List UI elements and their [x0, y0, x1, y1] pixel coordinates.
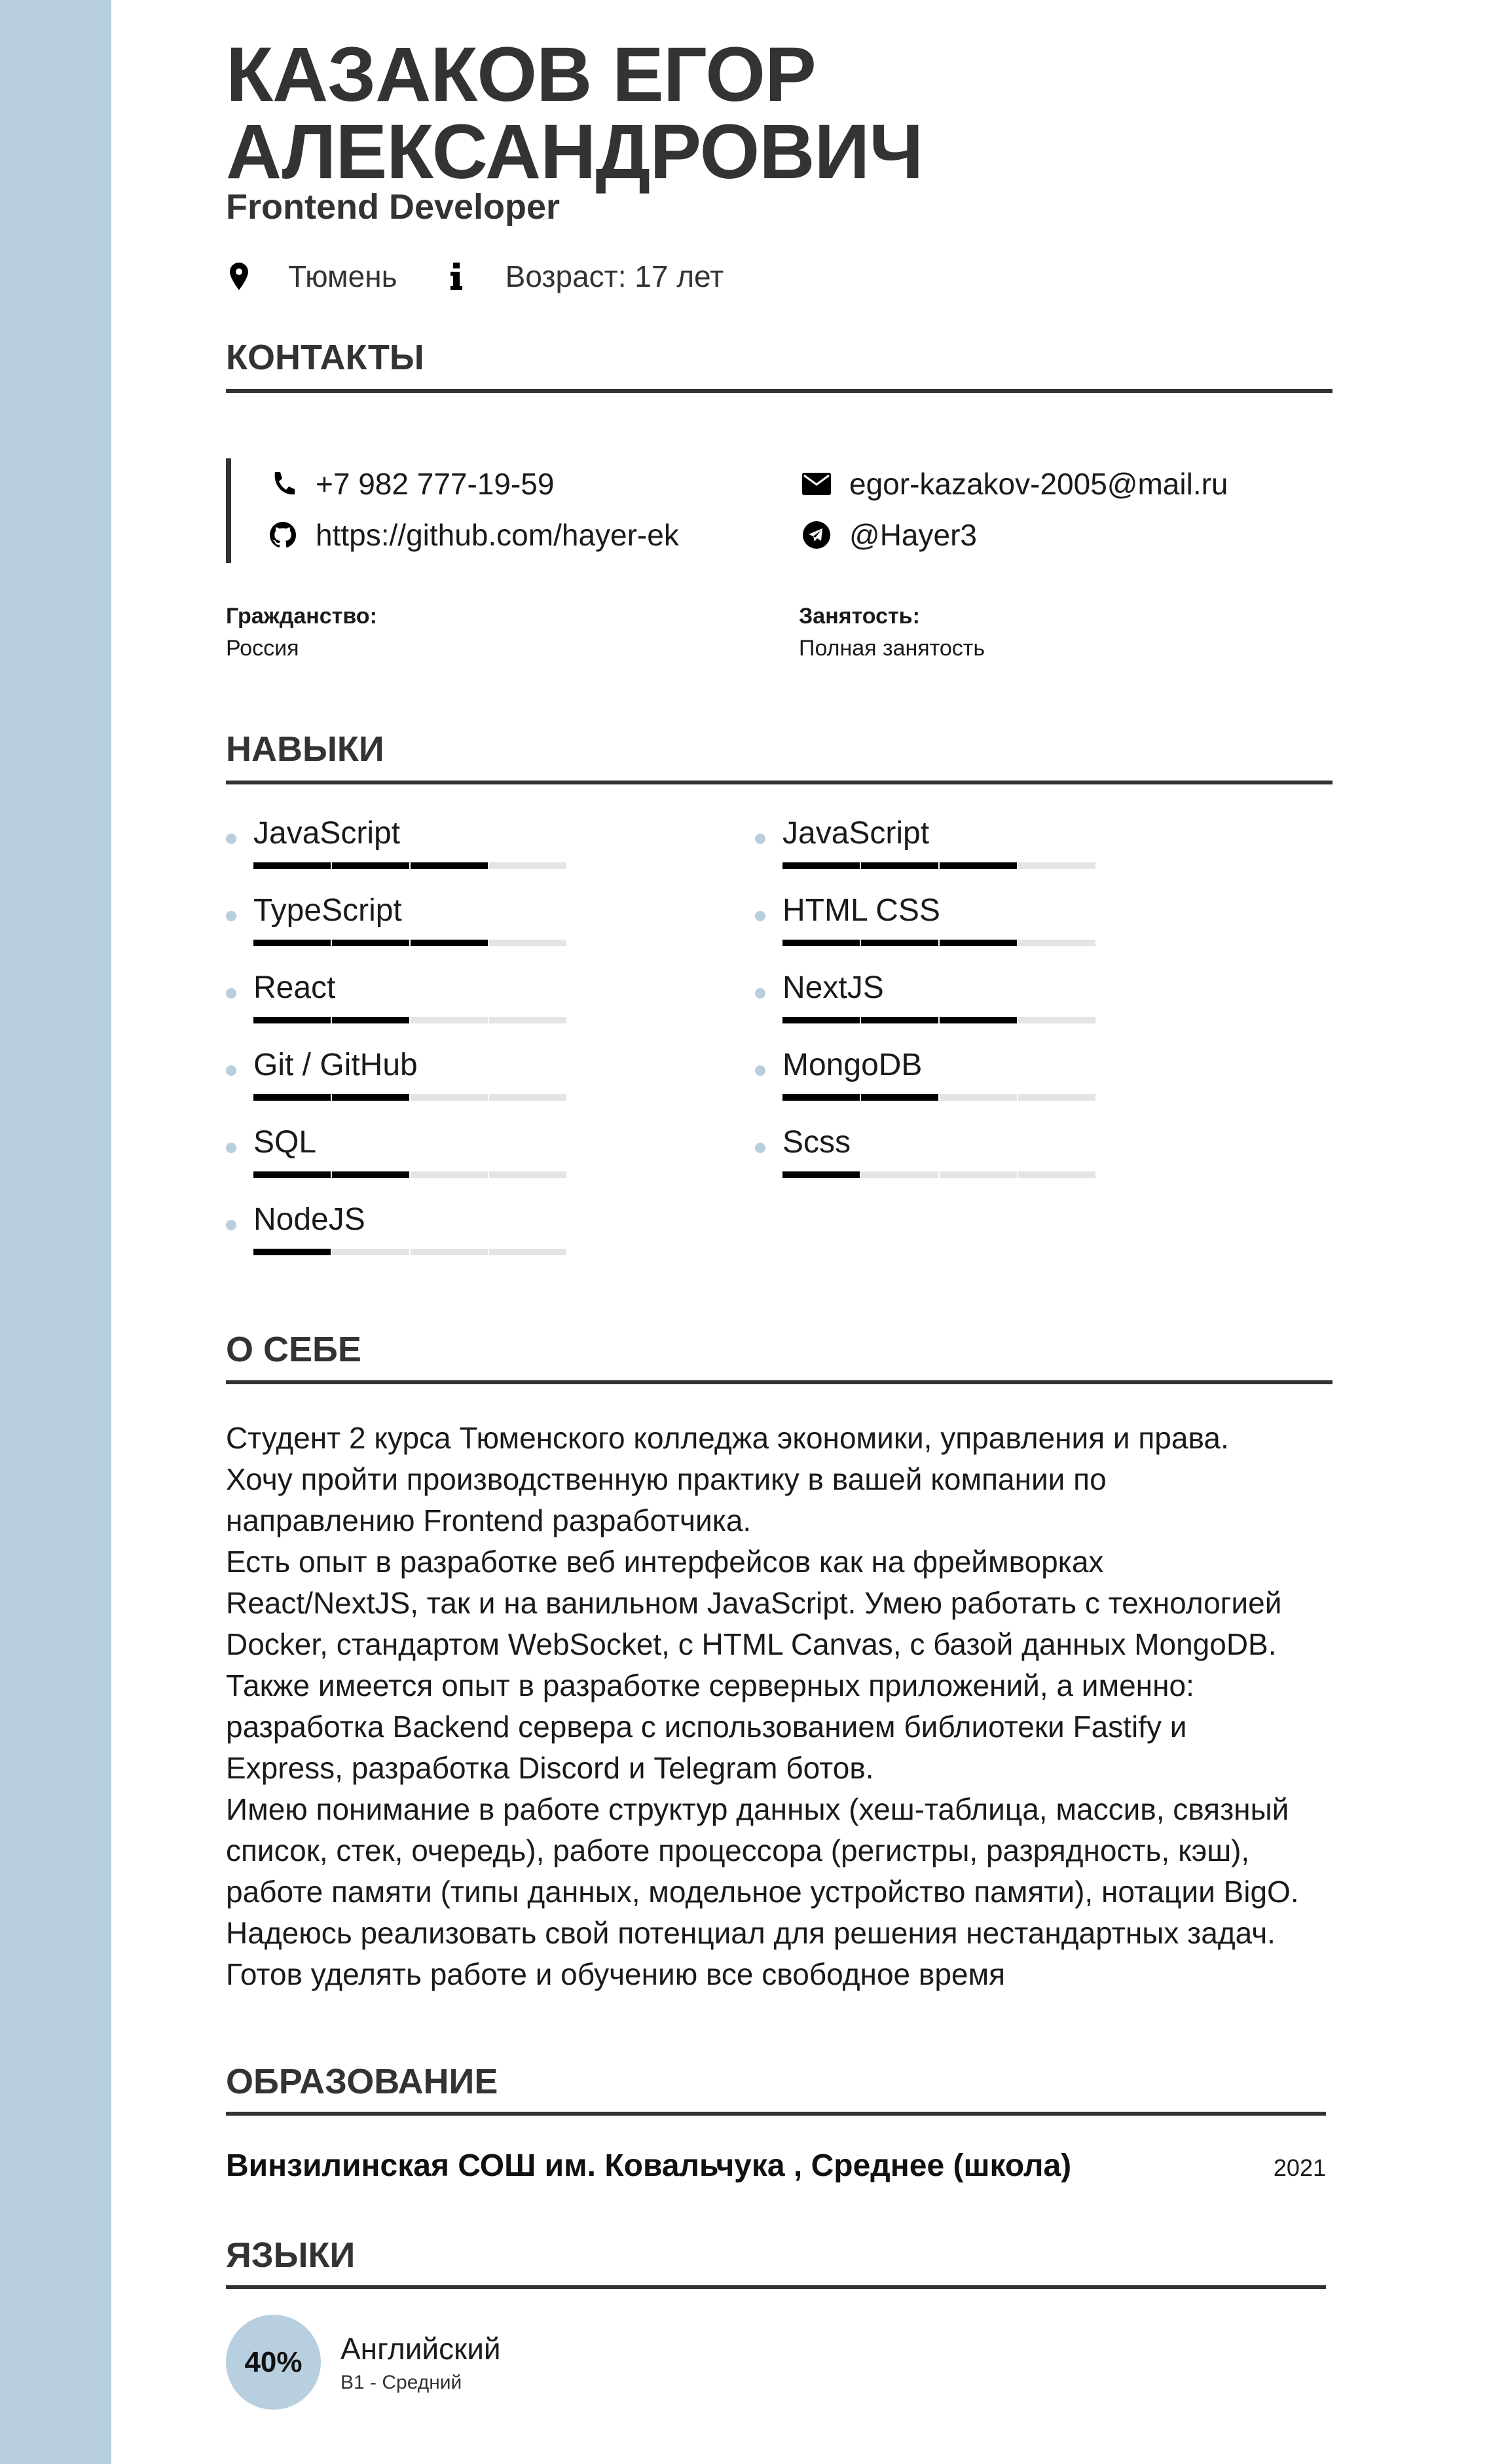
- skill-level-bar: [253, 1171, 566, 1178]
- about-text: [226, 1418, 1333, 1995]
- phone-number: +7 982 777-19-59: [316, 467, 555, 501]
- telegram-icon: [802, 521, 831, 549]
- education-name: Винзилинская СОШ им. Ковальчука , Среднее (школа): [226, 2148, 1072, 2183]
- skill-level-bar: [782, 1017, 1095, 1023]
- envelope-icon: [802, 469, 831, 498]
- about-line: Также имеется опыт в разработке серверных приложений, а именно:: [226, 1668, 1194, 1702]
- skill-level-segment-filled: [253, 862, 331, 869]
- skill-item: [226, 815, 566, 874]
- bullet-dot: [226, 1065, 236, 1076]
- skill-item: [226, 1047, 566, 1106]
- skill-level-segment-filled: [782, 1017, 860, 1023]
- skill-item: [755, 1124, 1095, 1183]
- skill-level-segment-empty: [489, 1171, 566, 1178]
- skill-level-segment-empty: [1018, 1017, 1095, 1023]
- skill-level-segment-filled: [940, 940, 1017, 946]
- skill-level-segment-filled: [782, 862, 860, 869]
- skill-level-segment-empty: [489, 1094, 566, 1101]
- about-line: Надеюсь реализовать свой потенциал для решения нестандартных задач.: [226, 1916, 1276, 1950]
- about-line: Express, разработка Discord и Telegram ботов.: [226, 1751, 874, 1785]
- contact-telegram[interactable]: [802, 517, 977, 553]
- skill-level-segment-filled: [940, 1017, 1017, 1023]
- language-level: B1 - Средний: [340, 2371, 462, 2393]
- skill-level-bar: [782, 1171, 1095, 1178]
- skill-label: NodeJS: [253, 1202, 365, 1237]
- city: Тюмень: [288, 259, 397, 293]
- skill-level-segment-empty: [411, 1171, 488, 1178]
- name-line-2: АЛЕКСАНДРОВИЧ: [226, 109, 923, 195]
- skill-level-segment-filled: [782, 1094, 860, 1101]
- skill-level-segment-filled: [411, 940, 488, 946]
- bullet-dot: [755, 834, 765, 844]
- bullet-dot: [755, 1143, 765, 1153]
- section-title-skills: НАВЫКИ: [226, 729, 384, 769]
- skill-label: JavaScript: [253, 816, 401, 851]
- skill-level-segment-filled: [861, 1094, 938, 1101]
- skill-level-segment-empty: [489, 1249, 566, 1255]
- skill-level-bar: [782, 862, 1095, 869]
- skill-level-bar: [782, 1094, 1095, 1101]
- section-title-education: ОБРАЗОВАНИЕ: [226, 2062, 498, 2101]
- about-line: Готов уделять работе и обучению все свободное время: [226, 1957, 1006, 1991]
- skill-level-segment-filled: [861, 940, 938, 946]
- skill-level-segment-filled: [332, 1017, 409, 1023]
- citizenship-value: Россия: [226, 636, 299, 661]
- citizenship-label: Гражданство:: [226, 604, 377, 629]
- section-title-about: О СЕБЕ: [226, 1330, 361, 1369]
- skill-level-segment-empty: [489, 940, 566, 946]
- skill-level-segment-empty: [411, 1017, 488, 1023]
- skill-level-bar: [253, 1094, 566, 1101]
- skill-level-segment-filled: [332, 862, 409, 869]
- employment: [799, 604, 985, 661]
- bullet-dot: [226, 1220, 236, 1230]
- section-title-languages: ЯЗЫКИ: [226, 2235, 356, 2275]
- section-divider: [226, 2285, 1326, 2289]
- education-year: 2021: [1273, 2154, 1326, 2181]
- about-line: направлению Frontend разработчика.: [226, 1503, 752, 1537]
- age: Возраст: 17 лет: [505, 259, 724, 293]
- about-line: Имею понимание в работе структур данных (хеш-таблица, массив, связный: [226, 1792, 1289, 1826]
- citizenship: [226, 604, 377, 661]
- skill-item: [226, 1202, 566, 1260]
- contact-phone[interactable]: [268, 466, 554, 502]
- skill-label: HTML CSS: [782, 893, 940, 928]
- skill-level-segment-empty: [489, 1017, 566, 1023]
- section-divider: [226, 781, 1333, 784]
- skill-level-segment-filled: [253, 1094, 331, 1101]
- section-divider: [226, 389, 1333, 393]
- language-percent-badge: 40%: [226, 2315, 321, 2410]
- job-title: Frontend Developer: [226, 187, 561, 227]
- full-name: [226, 31, 923, 195]
- map-marker-icon: [226, 263, 252, 290]
- github-icon: [268, 521, 297, 549]
- skill-item: [226, 892, 566, 951]
- telegram-handle[interactable]: @Hayer3: [849, 518, 977, 552]
- info-icon: [443, 263, 469, 290]
- skill-level-segment-empty: [1018, 862, 1095, 869]
- skill-label: Scss: [782, 1125, 851, 1160]
- skill-level-segment-empty: [861, 1171, 938, 1178]
- bullet-dot: [226, 911, 236, 921]
- skill-level-segment-filled: [782, 940, 860, 946]
- skill-item: [226, 1124, 566, 1183]
- skill-level-segment-empty: [1018, 940, 1095, 946]
- skill-label: NextJS: [782, 970, 884, 1005]
- skill-level-segment-filled: [253, 1249, 331, 1255]
- about-line: React/NextJS, так и на ванильном JavaScript. Умею работать с технологией: [226, 1586, 1282, 1620]
- skill-item: [755, 1047, 1095, 1106]
- skill-level-bar: [782, 940, 1095, 946]
- skill-level-segment-empty: [1018, 1094, 1095, 1101]
- skill-level-bar: [253, 862, 566, 869]
- skill-item: [226, 970, 566, 1029]
- contact-github[interactable]: [268, 517, 679, 553]
- skill-item: [755, 892, 1095, 951]
- skill-level-segment-empty: [1018, 1171, 1095, 1178]
- skill-level-segment-filled: [332, 1171, 409, 1178]
- bullet-dot: [755, 1065, 765, 1076]
- contacts-accent-bar: [226, 458, 231, 563]
- section-title-contacts: КОНТАКТЫ: [226, 338, 424, 377]
- phone-icon: [268, 469, 297, 498]
- skill-label: Git / GitHub: [253, 1048, 418, 1082]
- section-divider: [226, 2112, 1326, 2116]
- skill-level-bar: [253, 940, 566, 946]
- bullet-dot: [226, 834, 236, 844]
- skill-level-segment-empty: [940, 1171, 1017, 1178]
- about-line: Студент 2 курса Тюменского колледжа экономики, управления и права.: [226, 1421, 1229, 1455]
- about-line: список, стек, очередь), работе процессора (регистры, разрядность, кэш),: [226, 1833, 1250, 1867]
- about-line: Есть опыт в разработке веб интерфейсов как на фреймворках: [226, 1545, 1104, 1579]
- language-item: [226, 2315, 501, 2410]
- employment-label: Занятость:: [799, 604, 920, 629]
- skill-level-segment-filled: [861, 1017, 938, 1023]
- education-item: [226, 2148, 1326, 2184]
- about-line: Хочу пройти производственную практику в вашей компании по: [226, 1462, 1107, 1496]
- contact-email[interactable]: [802, 466, 1228, 502]
- skill-item: [755, 970, 1095, 1029]
- skill-level-segment-filled: [332, 940, 409, 946]
- skill-level-bar: [253, 1017, 566, 1023]
- personal-meta: [226, 259, 769, 294]
- skill-label: JavaScript: [782, 816, 930, 851]
- section-divider: [226, 1380, 1333, 1384]
- contacts-list: [226, 458, 1333, 563]
- skill-level-segment-empty: [411, 1249, 488, 1255]
- skill-level-segment-filled: [861, 862, 938, 869]
- skill-level-segment-filled: [253, 940, 331, 946]
- skill-level-segment-empty: [332, 1249, 409, 1255]
- email-address[interactable]: egor-kazakov-2005@mail.ru: [849, 467, 1228, 501]
- skill-level-segment-filled: [940, 862, 1017, 869]
- skill-level-segment-filled: [782, 1171, 860, 1178]
- skill-level-segment-filled: [411, 862, 488, 869]
- skill-level-segment-filled: [253, 1171, 331, 1178]
- bullet-dot: [226, 1143, 236, 1153]
- skill-label: SQL: [253, 1125, 317, 1160]
- github-link[interactable]: https://github.com/hayer-ek: [316, 518, 679, 552]
- skill-label: TypeScript: [253, 893, 402, 928]
- language-name: Английский: [340, 2331, 501, 2366]
- language-text: [340, 2331, 501, 2394]
- skill-item: [755, 815, 1095, 874]
- bullet-dot: [226, 988, 236, 999]
- about-line: работе памяти (типы данных, модельное устройство памяти), нотации BigO.: [226, 1875, 1299, 1909]
- bullet-dot: [755, 988, 765, 999]
- sidebar-accent: [0, 0, 111, 2464]
- skill-level-segment-filled: [253, 1017, 331, 1023]
- skill-level-segment-empty: [940, 1094, 1017, 1101]
- skill-level-segment-empty: [489, 862, 566, 869]
- about-line: Docker, стандартом WebSocket, с HTML Canvas, с базой данных MongoDB.: [226, 1627, 1277, 1661]
- skill-level-segment-empty: [411, 1094, 488, 1101]
- about-line: разработка Backend сервера с использованием библиотеки Fastify и: [226, 1710, 1187, 1744]
- skill-level-bar: [253, 1249, 566, 1255]
- skill-label: React: [253, 970, 336, 1005]
- skill-label: MongoDB: [782, 1048, 923, 1082]
- employment-value: Полная занятость: [799, 636, 985, 661]
- name-line-1: КАЗАКОВ ЕГОР: [226, 31, 816, 118]
- bullet-dot: [755, 911, 765, 921]
- skill-level-segment-filled: [332, 1094, 409, 1101]
